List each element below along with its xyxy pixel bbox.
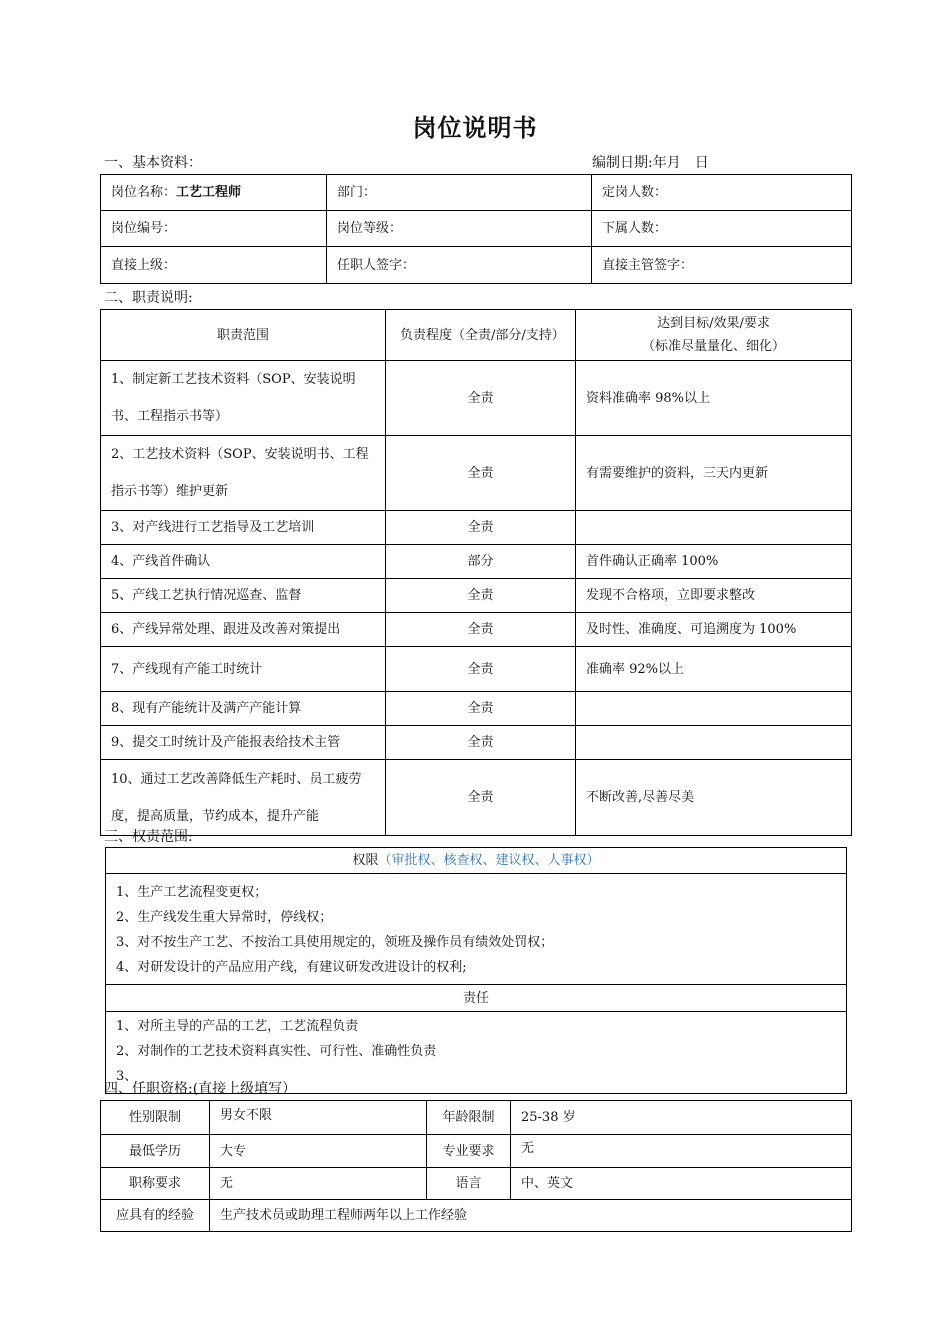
education-label: 最低学历 xyxy=(101,1135,210,1168)
goal-cell: 准确率 92%以上 xyxy=(576,647,852,692)
section3-heading: 三、权责范围: xyxy=(104,829,193,845)
duties-table xyxy=(100,309,852,836)
duty-cell: 1、制定新工艺技术资料（SOP、安装说明书、工程指示书等） xyxy=(101,361,386,436)
duty-cell: 4、产线首件确认 xyxy=(101,545,386,579)
employee-signature-cell: 任职人签字： xyxy=(327,247,592,284)
duty-cell: 2、工艺技术资料（SOP、安装说明书、工程指示书等）维护更新 xyxy=(101,436,386,511)
list-item: 3、 xyxy=(116,1069,138,1084)
goal-cell: 不断改善,尽善尽美 xyxy=(576,760,852,836)
duty-cell: 5、产线工艺执行情况巡查、监督 xyxy=(101,579,386,613)
responsibility-level-header: 负责程度（全责/部分/支持） xyxy=(386,310,576,361)
table-row xyxy=(101,760,852,836)
level-cell: 部分 xyxy=(386,545,576,579)
duty-cell: 7、产线现有产能工时统计 xyxy=(101,647,386,692)
basic-info-table xyxy=(100,174,852,284)
goal-cell: 资料准确率 98%以上 xyxy=(576,361,852,436)
goal-header: 达到目标/效果/要求 （标准尽量量化、细化） xyxy=(576,310,852,361)
list-item: 2、生产线发生重大异常时，停线权； xyxy=(116,910,333,925)
table-row xyxy=(101,692,852,726)
duty-cell: 6、产线异常处理、跟进及改善对策提出 xyxy=(101,613,386,647)
duty-cell: 3、对产线进行工艺指导及工艺培训 xyxy=(101,511,386,545)
authority-note: （审批权、核查权、建议权、人事权） xyxy=(378,853,600,868)
table-row xyxy=(101,436,852,511)
goal-cell: 首件确认正确率 100% xyxy=(576,545,852,579)
goal-cell: 及时性、准确度、可追溯度为 100% xyxy=(576,613,852,647)
major-label: 专业要求 xyxy=(427,1135,511,1168)
level-cell: 全责 xyxy=(386,613,576,647)
table-row xyxy=(101,511,852,545)
goal-cell: 有需要维护的资料，三天内更新 xyxy=(576,436,852,511)
level-cell: 全责 xyxy=(386,511,576,545)
headcount-cell: 定岗人数： xyxy=(592,175,852,211)
supervisor-signature-cell: 直接主管签字： xyxy=(592,247,852,284)
subordinates-cell: 下属人数： xyxy=(592,211,852,247)
list-item: 1、对所主导的产品的工艺，工艺流程负责 xyxy=(116,1019,359,1034)
language-label: 语言 xyxy=(427,1168,511,1200)
section4-heading: 四、任职资格:(直接上级填写） xyxy=(104,1081,297,1097)
table-row xyxy=(101,579,852,613)
department-cell: 部门： xyxy=(327,175,592,211)
section1-heading: 一、基本资料： xyxy=(104,155,202,171)
gender-value: 男女不限 xyxy=(210,1101,427,1135)
compile-date-label: 编制日期:年月 日 xyxy=(592,155,709,171)
level-cell: 全责 xyxy=(386,436,576,511)
language-value: 中、英文 xyxy=(511,1168,852,1200)
experience-label: 应具有的经验 xyxy=(101,1200,210,1232)
experience-value: 生产技术员或助理工程师两年以上工作经验 xyxy=(210,1200,852,1232)
duty-cell: 9、提交工时统计及产能报表给技术主管 xyxy=(101,726,386,760)
authority-header: 权限（审批权、核查权、建议权、人事权） xyxy=(106,848,847,874)
responsibility-header: 责任 xyxy=(106,985,847,1012)
goal-cell xyxy=(576,511,852,545)
level-cell: 全责 xyxy=(386,692,576,726)
position-name-cell: 岗位名称：工艺工程师 xyxy=(101,175,327,211)
list-item: 3、对不按生产工艺、不按治工具使用规定的，领班及操作员有绩效处罚权； xyxy=(116,935,554,950)
position-code-cell: 岗位编号： xyxy=(101,211,327,247)
level-cell: 全责 xyxy=(386,579,576,613)
duty-cell: 10、通过工艺改善降低生产耗时、员工疲劳度，提高质量，节约成本，提升产能 xyxy=(101,760,386,836)
level-cell: 全责 xyxy=(386,760,576,836)
section2-heading: 二、职责说明: xyxy=(104,290,193,306)
table-row xyxy=(101,726,852,760)
title-requirement-value: 无 xyxy=(210,1168,427,1200)
qualification-table xyxy=(100,1100,852,1232)
age-label: 年龄限制 xyxy=(427,1101,511,1135)
goal-cell xyxy=(576,692,852,726)
page-title: 岗位说明书 xyxy=(412,114,538,142)
goal-cell: 发现不合格项，立即要求整改 xyxy=(576,579,852,613)
authority-table xyxy=(105,847,847,1094)
education-value: 大专 xyxy=(210,1135,427,1168)
level-cell: 全责 xyxy=(386,361,576,436)
position-name-value: 工艺工程师 xyxy=(176,185,242,200)
age-value: 25-38 岁 xyxy=(511,1101,852,1135)
position-grade-cell: 岗位等级： xyxy=(327,211,592,247)
level-cell: 全责 xyxy=(386,726,576,760)
table-row xyxy=(101,613,852,647)
major-value: 无 xyxy=(511,1135,852,1168)
duty-cell: 8、现有产能统计及满产产能计算 xyxy=(101,692,386,726)
duty-scope-header: 职责范围 xyxy=(101,310,386,361)
list-item: 4、对研发设计的产品应用产线，有建议研发改进设计的权利; xyxy=(116,960,467,975)
goal-cell xyxy=(576,726,852,760)
table-row xyxy=(101,647,852,692)
direct-superior-cell: 直接上级： xyxy=(101,247,327,284)
table-row xyxy=(101,545,852,579)
list-item: 2、对制作的工艺技术资料真实性、可行性、准确性负责 xyxy=(116,1044,437,1059)
table-row xyxy=(101,361,852,436)
title-requirement-label: 职称要求 xyxy=(101,1168,210,1200)
authority-list xyxy=(106,874,847,985)
list-item: 1、生产工艺流程变更权； xyxy=(116,885,268,900)
level-cell: 全责 xyxy=(386,647,576,692)
gender-label: 性别限制 xyxy=(101,1101,210,1135)
